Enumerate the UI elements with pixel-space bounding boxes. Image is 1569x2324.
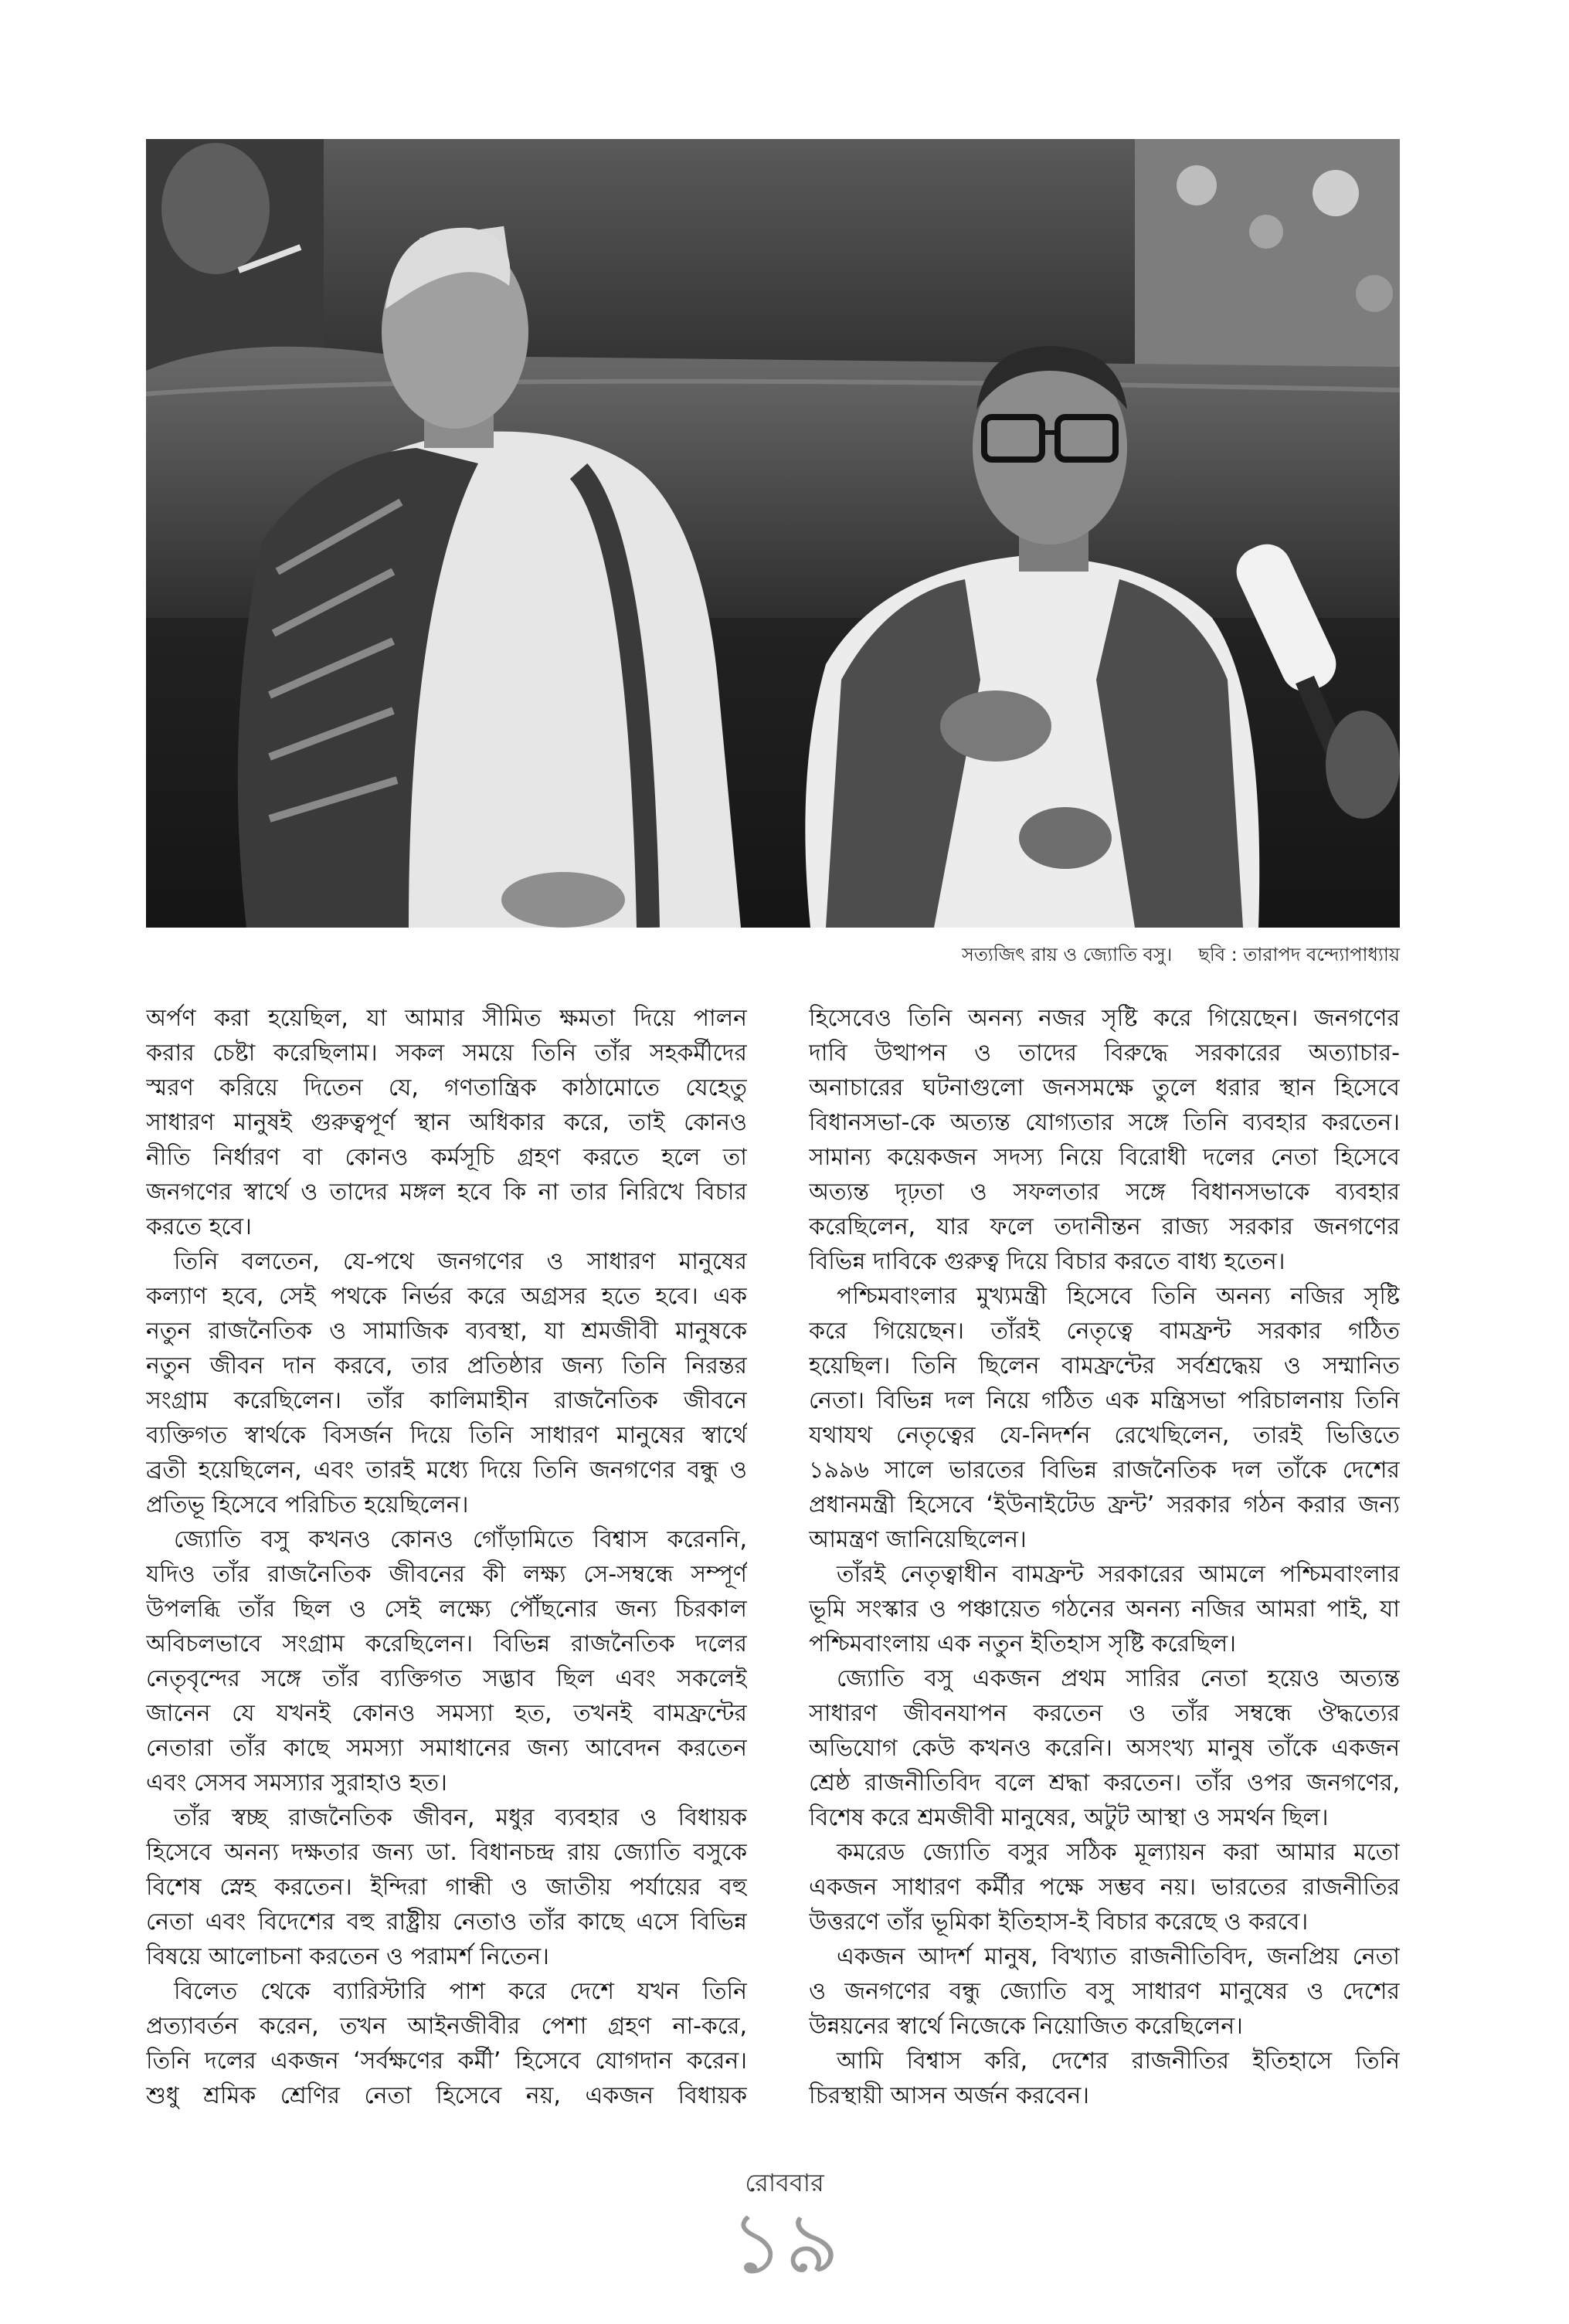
paragraph bbox=[146, 1974, 747, 2113]
text-line: জ্যোতি বসু কখনও কোনও গোঁড়ামিতে বিশ্বাস করেননি, bbox=[174, 1526, 747, 1553]
text-line: ব্যক্তিগত স্বার্থকে বিসর্জন দিয়ে তিনি সাধারণ মানুষের স্বার্থে bbox=[146, 1422, 747, 1449]
text-line: তাঁরই নেতৃত্বাধীন বামফ্রন্ট সরকারের আমলে পশ্চিমবাংলার bbox=[837, 1561, 1400, 1588]
text-line: প্রধানমন্ত্রী হিসেবে ‘ইউনাইটেড ফ্রন্ট’ সরকার গঠন করার জন্য bbox=[809, 1491, 1400, 1518]
page-number: ১৯ bbox=[729, 2193, 840, 2292]
paragraph bbox=[146, 1800, 747, 1974]
caption-credit: ছবি : তারাপদ বন্দ্যোপাধ্যায় bbox=[1198, 944, 1400, 965]
text-line: নীতি নির্ধারণ বা কোনও কর্মসূচি গ্রহণ করতে হলে তা bbox=[146, 1144, 747, 1171]
paragraph bbox=[809, 2044, 1400, 2113]
text-line: করতে হবে। bbox=[146, 1213, 252, 1240]
text-line: স্মরণ করিয়ে দিতেন যে, গণতান্ত্রিক কাঠামোতে যেহেতু bbox=[146, 1074, 747, 1101]
text-line: নতুন রাজনৈতিক ও সামাজিক ব্যবস্থা, যা শ্রমজীবী মানুষকে bbox=[146, 1318, 747, 1345]
text-line: নতুন জীবন দান করবে, তার প্রতিষ্ঠার জন্য তিনি নিরন্তর bbox=[146, 1352, 747, 1379]
text-line: অর্পণ করা হয়েছিল, যা আমার সীমিত ক্ষমতা দিয়ে পালন bbox=[146, 1005, 747, 1032]
text-line: আমি বিশ্বাস করি, দেশের রাজনীতির ইতিহাসে তিনি bbox=[837, 2047, 1400, 2075]
photo-caption bbox=[962, 942, 1400, 967]
paragraph bbox=[809, 1557, 1400, 1661]
paragraph bbox=[809, 1661, 1400, 1835]
text-line: ভূমি সংস্কার ও পঞ্চায়েত গঠনের অনন্য নজির আমরা পাই, যা bbox=[809, 1596, 1400, 1623]
text-line: সামান্য কয়েকজন সদস্য নিয়ে বিরোধী দলের নেতা হিসেবে bbox=[809, 1144, 1400, 1171]
paragraph bbox=[146, 1522, 747, 1800]
text-line: হয়েছিল। তিনি ছিলেন বামফ্রন্টের সর্বশ্রদ্ধেয় ও সম্মানিত bbox=[809, 1352, 1400, 1379]
text-line: অবিচলভাবে সংগ্রাম করেছিলেন। বিভিন্ন রাজনৈতিক দলের bbox=[146, 1630, 747, 1657]
article-left-column bbox=[146, 1001, 747, 2121]
text-line: উপলব্ধি তাঁর ছিল ও সেই লক্ষ্যে পৌঁছনোর জন্য চিরকাল bbox=[146, 1596, 747, 1623]
text-line: করে গিয়েছেন। তাঁরই নেতৃত্বে বামফ্রন্ট সরকার গঠিত bbox=[809, 1318, 1400, 1345]
article-right-column bbox=[809, 1001, 1400, 2121]
text-line: বিষয়ে আলোচনা করতেন ও পরামর্শ নিতেন। bbox=[146, 1943, 549, 1970]
text-line: চিরস্থায়ী আসন অর্জন করবেন। bbox=[809, 2082, 1090, 2109]
text-line: এবং সেসব সমস্যার সুরাহাও হত। bbox=[146, 1769, 447, 1796]
text-line: হিসেবেও তিনি অনন্য নজর সৃষ্টি করে গিয়েছেন। জনগণের bbox=[809, 1005, 1400, 1032]
text-line: বিশেষ করে শ্রমজীবী মানুষের, অটুট আস্থা ও সমর্থন ছিল। bbox=[809, 1804, 1329, 1831]
text-line: প্রতিভূ হিসেবে পরিচিত হয়েছিলেন। bbox=[146, 1491, 469, 1518]
photo-illustration bbox=[146, 139, 1400, 928]
text-line: যথাযথ নেতৃত্বের যে-নিদর্শন রেখেছিলেন, তারই ভিত্তিতে bbox=[809, 1422, 1400, 1449]
text-line: বিভিন্ন দাবিকে গুরুত্ব দিয়ে বিচার করতে বাধ্য হতেন। bbox=[809, 1248, 1285, 1275]
text-line: ব্রতী হয়েছিলেন, এবং তারই মধ্যে দিয়ে তিনি জনগণের বন্ধু ও bbox=[146, 1457, 747, 1484]
text-line: করেছিলেন, যার ফলে তদানীন্তন রাজ্য সরকার জনগণের bbox=[809, 1213, 1400, 1240]
paragraph bbox=[809, 1279, 1400, 1557]
text-line: অভিযোগ কেউ কখনও করেনি। অসংখ্য মানুষ তাঁকে একজন bbox=[809, 1735, 1400, 1762]
text-line: শ্রেষ্ঠ রাজনীতিবিদ বলে শ্রদ্ধা করতেন। তাঁর ওপর জনগণের, bbox=[809, 1769, 1400, 1796]
text-line: তিনি বলতেন, যে-পথে জনগণের ও সাধারণ মানুষের bbox=[174, 1248, 747, 1275]
text-line: বিধানসভা-কে অত্যন্ত যোগ্যতার সঙ্গে তিনি ব্যবহার করতেন। bbox=[809, 1109, 1400, 1136]
text-line: বিশেষ স্নেহ করতেন। ইন্দিরা গান্ধী ও জাতীয় পর্যায়ের বহু bbox=[146, 1874, 747, 1901]
paragraph bbox=[809, 1835, 1400, 1939]
text-line: নেতা এবং বিদেশের বহু রাষ্ট্রীয় নেতাও তাঁর কাছে এসে বিভিন্ন bbox=[146, 1908, 747, 1936]
paragraph bbox=[146, 1244, 747, 1522]
text-line: আমন্ত্রণ জানিয়েছিলেন। bbox=[809, 1526, 1027, 1553]
text-line: কমরেড জ্যোতি বসুর সঠিক মূল্যায়ন করা আমার মতো bbox=[837, 1839, 1400, 1866]
paragraph bbox=[146, 1001, 747, 1244]
text-line: যদিও তাঁর রাজনৈতিক জীবনের কী লক্ষ্য সে-সম্বন্ধে সম্পূর্ণ bbox=[146, 1561, 747, 1588]
paragraph bbox=[809, 1001, 1400, 1279]
text-line: পশ্চিমবাংলার মুখ্যমন্ত্রী হিসেবে তিনি অনন্য নজির সৃষ্টি bbox=[837, 1283, 1400, 1310]
text-line: জনগণের স্বার্থে ও তাদের মঙ্গল হবে কি না তার নিরিখে বিচার bbox=[146, 1179, 747, 1206]
photo bbox=[146, 139, 1400, 928]
text-line: সাধারণ জীবনযাপন করতেন ও তাঁর সম্বন্ধে ঔদ্ধত্যের bbox=[809, 1700, 1400, 1727]
text-line: পশ্চিমবাংলায় এক নতুন ইতিহাস সৃষ্টি করেছিল। bbox=[809, 1630, 1236, 1657]
paragraph bbox=[809, 1939, 1400, 2044]
caption-subjects: সত্যজিৎ রায় ও জ্যোতি বসু। bbox=[962, 944, 1173, 965]
text-line: করার চেষ্টা করেছিলাম। সকল সময়ে তিনি তাঁর সহকর্মীদের bbox=[146, 1040, 747, 1067]
text-line: নেতৃবৃন্দের সঙ্গে তাঁর ব্যক্তিগত সদ্ভাব ছিল এবং সকলেই bbox=[146, 1665, 747, 1692]
text-line: নেতা। বিভিন্ন দল নিয়ে গঠিত এক মন্ত্রিসভা পরিচালনায় তিনি bbox=[809, 1387, 1400, 1414]
text-line: দাবি উত্থাপন ও তাদের বিরুদ্ধে সরকারের অত্যাচার- bbox=[809, 1040, 1400, 1067]
text-line: সাধারণ মানুষই গুরুত্বপূর্ণ স্থান অধিকার করে, তাই কোনও bbox=[146, 1109, 747, 1136]
text-line: জানেন যে যখনই কোনও সমস্যা হত, তখনই বামফ্রন্টের bbox=[146, 1700, 747, 1727]
text-line: হিসেবে অনন্য দক্ষতার জন্য ডা. বিধানচন্দ্র রায় জ্যোতি বসুকে bbox=[146, 1839, 747, 1866]
text-line: নেতারা তাঁর কাছে সমস্যা সমাধানের জন্য আবেদন করতেন bbox=[146, 1735, 747, 1762]
magazine-name: রোববার bbox=[745, 2168, 824, 2197]
text-line: সংগ্রাম করেছিলেন। তাঁর কালিমাহীন রাজনৈতিক জীবনে bbox=[146, 1387, 747, 1414]
text-line: উত্তরণে তাঁর ভূমিকা ইতিহাস-ই বিচার করেছে ও করবে। bbox=[809, 1908, 1309, 1936]
text-line: ১৯৯৬ সালে ভারতের বিভিন্ন রাজনৈতিক দল তাঁকে দেশের bbox=[809, 1457, 1400, 1484]
text-line: একজন সাধারণ কর্মীর পক্ষে সম্ভব নয়। ভারতের রাজনীতির bbox=[809, 1874, 1400, 1901]
text-line: উন্নয়নের স্বার্থে নিজেকে নিয়োজিত করেছিলেন। bbox=[809, 2013, 1243, 2040]
text-line: তাঁর স্বচ্ছ রাজনৈতিক জীবন, মধুর ব্যবহার ও বিধায়ক bbox=[174, 1804, 747, 1831]
text-line: ও জনগণের বন্ধু জ্যোতি বসু সাধারণ মানুষের ও দেশের bbox=[809, 1978, 1400, 2005]
text-line: একজন আদর্শ মানুষ, বিখ্যাত রাজনীতিবিদ, জনপ্রিয় নেতা bbox=[837, 1943, 1400, 1970]
text-line: বিলেত থেকে ব্যারিস্টারি পাশ করে দেশে যখন তিনি bbox=[174, 1978, 747, 2005]
text-line: জ্যোতি বসু একজন প্রথম সারির নেতা হয়েও অত্যন্ত bbox=[837, 1665, 1400, 1692]
text-line: কল্যাণ হবে, সেই পথকে নির্ভর করে অগ্রসর হতে হবে। এক bbox=[146, 1283, 747, 1310]
text-line: অনাচারের ঘটনাগুলো জনসমক্ষে তুলে ধরার স্থান হিসেবে bbox=[809, 1074, 1400, 1101]
text-line: প্রত্যাবর্তন করেন, তখন আইনজীবীর পেশা গ্রহণ না-করে, bbox=[146, 2013, 747, 2040]
text-line: তিনি দলের একজন ‘সর্বক্ষণের কর্মী’ হিসেবে যোগদান করেন। bbox=[146, 2047, 747, 2075]
text-line: অত্যন্ত দৃঢ়তা ও সফলতার সঙ্গে বিধানসভাকে ব্যবহার bbox=[809, 1179, 1400, 1206]
text-line: শুধু শ্রমিক শ্রেণির নেতা হিসেবে নয়, একজন বিধায়ক bbox=[146, 2082, 747, 2109]
